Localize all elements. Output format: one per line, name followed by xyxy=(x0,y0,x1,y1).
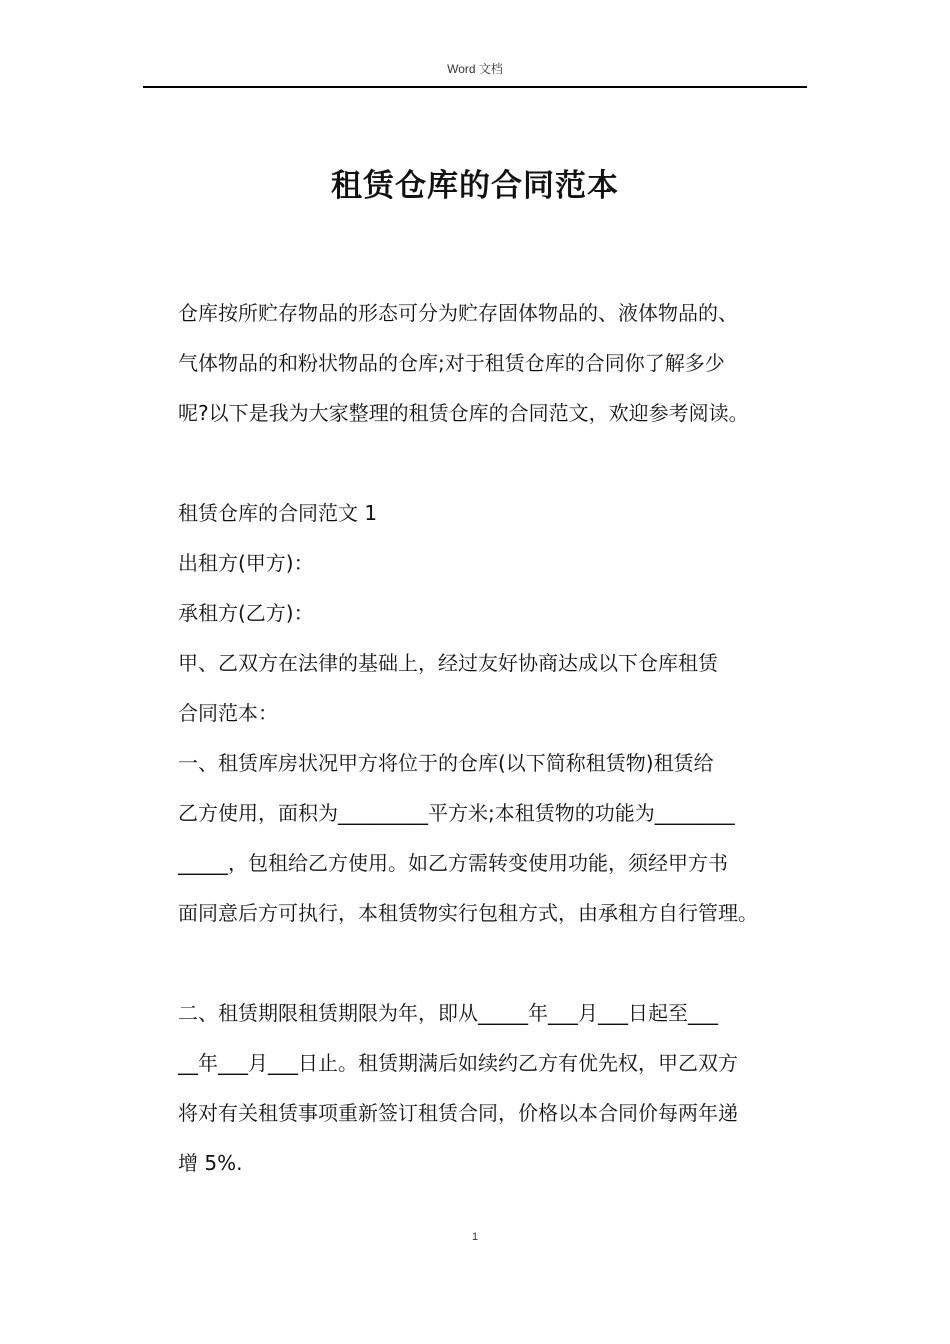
paragraph-line: 增 5%. xyxy=(178,1151,243,1175)
paragraph-line: 仓库按所贮存物品的形态可分为贮存固体物品的、液体物品的、 xyxy=(178,301,738,325)
paragraph-line: 承租方(乙方)： xyxy=(178,601,314,625)
header-divider xyxy=(143,86,807,88)
paragraph-line: 气体物品的和粉状物品的仓库;对于租赁仓库的合同你了解多少 xyxy=(178,351,725,375)
paragraph-line: 出租方(甲方)： xyxy=(178,551,314,575)
document-title: 租赁仓库的合同范本 xyxy=(331,168,619,204)
section-heading: 租赁仓库的合同范文 1 xyxy=(178,501,378,525)
page-header: Word 文档 xyxy=(447,62,503,76)
paragraph-line: 甲、乙双方在法律的基础上，经过友好协商达成以下仓库租赁 xyxy=(178,651,718,675)
paragraph-line: _____，包租给乙方使用。如乙方需转变使用功能，须经甲方书 xyxy=(178,851,728,875)
paragraph-line: 面同意后方可执行，本租赁物实行包租方式，由承租方自行管理。 xyxy=(178,901,758,925)
paragraph-line: __年___月___日止。租赁期满后如续约乙方有优先权，甲乙双方 xyxy=(178,1051,738,1075)
paragraph-line: 合同范本： xyxy=(178,701,278,725)
page-number: 1 xyxy=(471,1231,479,1243)
paragraph-line: 一、租赁库房状况甲方将位于的仓库(以下简称租赁物)租赁给 xyxy=(178,751,714,775)
paragraph-line: 二、租赁期限租赁期限为年，即从_____年___月___日起至___ xyxy=(178,1001,718,1025)
paragraph-line: 呢?以下是我为大家整理的租赁仓库的合同范文，欢迎参考阅读。 xyxy=(178,401,749,425)
paragraph-line: 将对有关租赁事项重新签订租赁合同，价格以本合同价每两年递 xyxy=(178,1101,738,1125)
paragraph-line: 乙方使用，面积为_________平方米;本租赁物的功能为________ xyxy=(178,801,735,825)
